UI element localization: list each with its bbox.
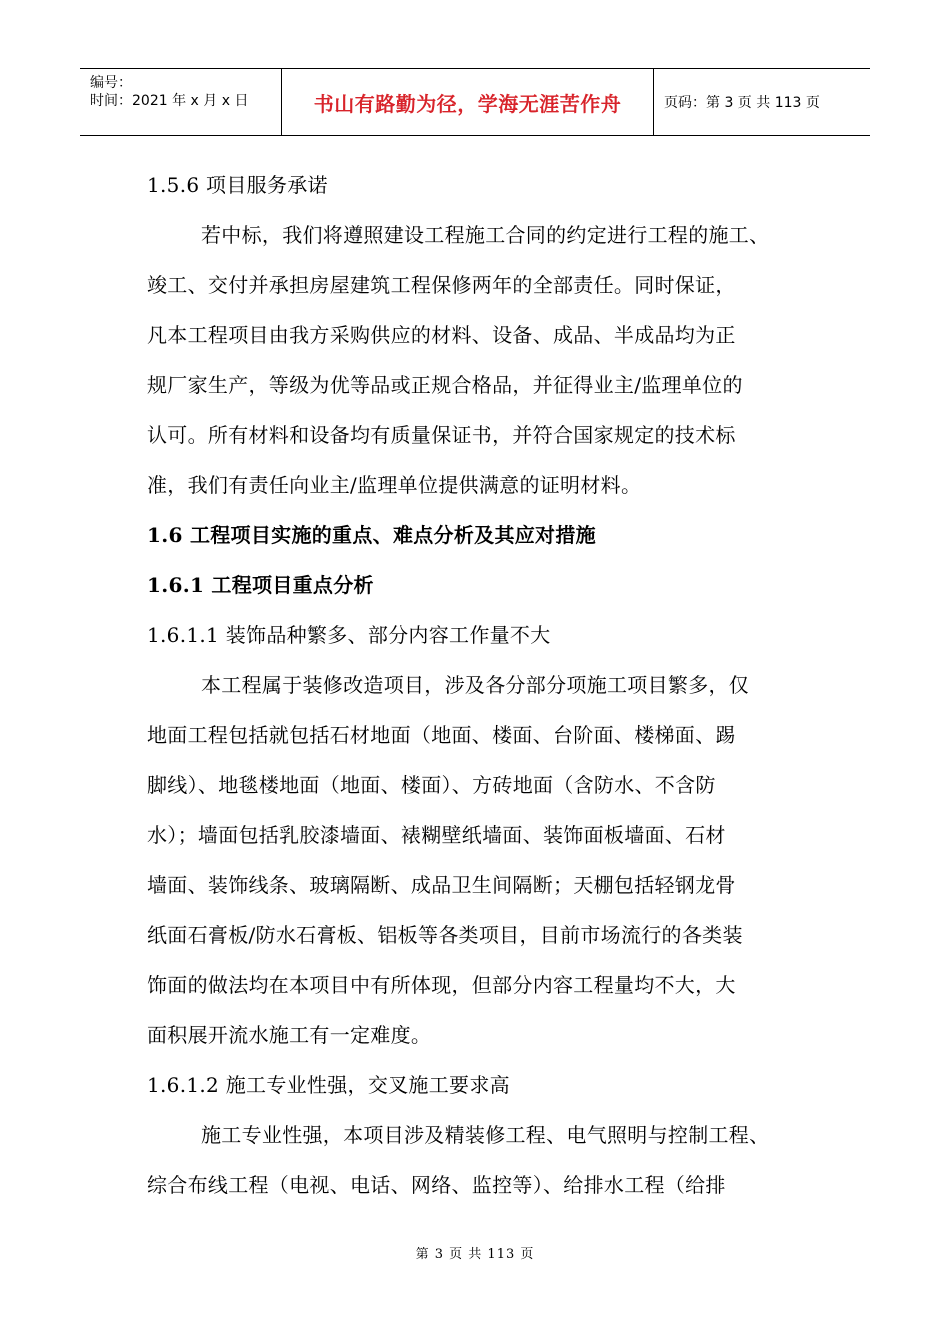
document-number-label: 编号： <box>90 75 132 91</box>
paragraph-line: 脚线）、地毯楼地面（地面、楼面）、方砖地面（含防水、不含防 <box>147 773 716 797</box>
paragraph-line: 施工专业性强，本项目涉及精装修工程、电气照明与控制工程、 <box>201 1123 770 1147</box>
section-heading-1-6: 1.6 工程项目实施的重点、难点分析及其应对措施 <box>147 523 596 547</box>
paragraph-line: 墙面、装饰线条、玻璃隔断、成品卫生间隔断；天棚包括轻钢龙骨 <box>147 873 736 897</box>
paragraph-line: 水）；墙面包括乳胶漆墙面、裱糊壁纸墙面、装饰面板墙面、石材 <box>147 823 726 847</box>
section-heading-1-6-1-2: 1.6.1.2 施工专业性强，交叉施工要求高 <box>147 1073 510 1097</box>
header-meta <box>80 69 282 135</box>
paragraph-line: 认可。所有材料和设备均有质量保证书，并符合国家规定的技术标 <box>147 423 736 447</box>
paragraph-line: 地面工程包括就包括石材地面（地面、楼面、台阶面、楼梯面、踢 <box>147 723 736 747</box>
section-heading-1-5-6: 1.5.6 项目服务承诺 <box>147 173 328 197</box>
paragraph-line: 竣工、交付并承担房屋建筑工程保修两年的全部责任。同时保证， <box>147 273 736 297</box>
section-heading-1-6-1-1: 1.6.1.1 装饰品种繁多、部分内容工作量不大 <box>147 623 551 647</box>
paragraph-line: 面积展开流水施工有一定难度。 <box>147 1023 432 1047</box>
page-footer: 第 3 页 共 113 页 <box>415 1247 535 1262</box>
paragraph-line: 饰面的做法均在本项目中有所体现，但部分内容工程量均不大，大 <box>147 973 736 997</box>
section-heading-1-6-1: 1.6.1 工程项目重点分析 <box>147 573 374 597</box>
page-header <box>80 68 870 136</box>
header-page-info: 页码：第 3 页 共 113 页 <box>664 95 820 111</box>
paragraph-line: 综合布线工程（电视、电话、网络、监控等）、给排水工程（给排 <box>147 1173 726 1197</box>
paragraph-line: 本工程属于装修改造项目，涉及各分部分项施工项目繁多，仅 <box>201 673 750 697</box>
header-motto: 书山有路勤为径，学海无涯苦作舟 <box>282 69 654 135</box>
paragraph-line: 凡本工程项目由我方采购供应的材料、设备、成品、半成品均为正 <box>147 323 736 347</box>
paragraph-line: 纸面石膏板/防水石膏板、铝板等各类项目，目前市场流行的各类装 <box>147 923 743 947</box>
document-date: 时间：2021 年 x 月 x 日 <box>90 93 249 109</box>
document-body <box>147 160 812 1210</box>
paragraph-line: 若中标，我们将遵照建设工程施工合同的约定进行工程的施工、 <box>201 223 770 247</box>
paragraph-line: 准，我们有责任向业主/监理单位提供满意的证明材料。 <box>147 473 642 497</box>
paragraph-line: 规厂家生产，等级为优等品或正规合格品，并征得业主/监理单位的 <box>147 373 743 397</box>
